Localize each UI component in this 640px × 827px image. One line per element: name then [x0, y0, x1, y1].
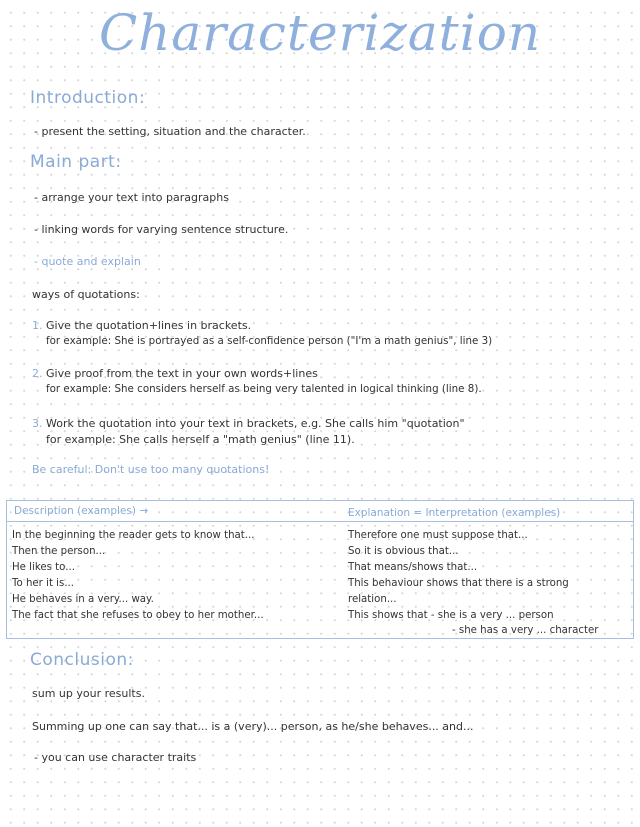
table-row: In the beginning the reader gets to know that...	[12, 530, 255, 541]
table-row: He behaves in a very... way.	[12, 594, 154, 605]
list-number: 1.	[32, 319, 43, 332]
table-row: He likes to...	[12, 562, 75, 573]
table-row: To her it is...	[12, 578, 75, 589]
conclusion-line: Summing up one can say that... is a (very)... person, as he/she behaves... and...	[32, 720, 474, 733]
list-item-text: Work the quotation into your text in brackets, e.g. She calls him "quotation"	[46, 417, 465, 430]
list-item-example: for example: She calls herself a "math genius" (line 11).	[46, 433, 355, 446]
table-right-header: Explanation = Interpretation (examples)	[348, 507, 561, 519]
quotations-heading: ways of quotations:	[32, 288, 140, 301]
table-header-divider	[6, 521, 634, 522]
list-number: 3.	[32, 417, 43, 430]
page-title: Characterization	[98, 4, 542, 62]
table-row: This shows that - she is a very ... person	[348, 610, 554, 621]
table-row: This behaviour shows that there is a strong	[348, 578, 569, 589]
table-row: - she has a very ... character	[452, 625, 599, 636]
conclusion-line: sum up your results.	[32, 687, 145, 700]
main-part-heading: Main part:	[30, 152, 122, 172]
table-row: Then the person...	[12, 546, 106, 557]
main-part-bullet: - linking words for varying sentence structure.	[34, 223, 289, 236]
table-row: The fact that she refuses to obey to her mother...	[12, 610, 264, 621]
warning-note: Be careful: Don't use too many quotations!	[32, 463, 270, 476]
table-row: So it is obvious that...	[348, 546, 459, 557]
conclusion-line: - you can use character traits	[34, 751, 197, 764]
list-item-text: Give proof from the text in your own words+lines	[46, 367, 318, 380]
table-left-header: Description (examples) →	[14, 505, 149, 517]
list-item-text: Give the quotation+lines in brackets.	[46, 319, 252, 332]
list-number: 2.	[32, 367, 43, 380]
list-item-example: for example: She considers herself as being very talented in logical thinking (line 8).	[46, 383, 482, 395]
introduction-heading: Introduction:	[30, 88, 146, 108]
list-item-example: for example: She is portrayed as a self-confidence person ("I'm a math genius", line 3)	[46, 335, 493, 347]
conclusion-heading: Conclusion:	[30, 650, 134, 670]
table-row: Therefore one must suppose that...	[348, 530, 528, 541]
table-row: That means/shows that...	[348, 562, 478, 573]
main-part-bullet: - arrange your text into paragraphs	[34, 191, 229, 204]
main-part-bullet-quote: - quote and explain	[34, 255, 141, 268]
introduction-line: - present the setting, situation and the character.	[34, 125, 306, 138]
table-row: relation...	[348, 594, 397, 605]
